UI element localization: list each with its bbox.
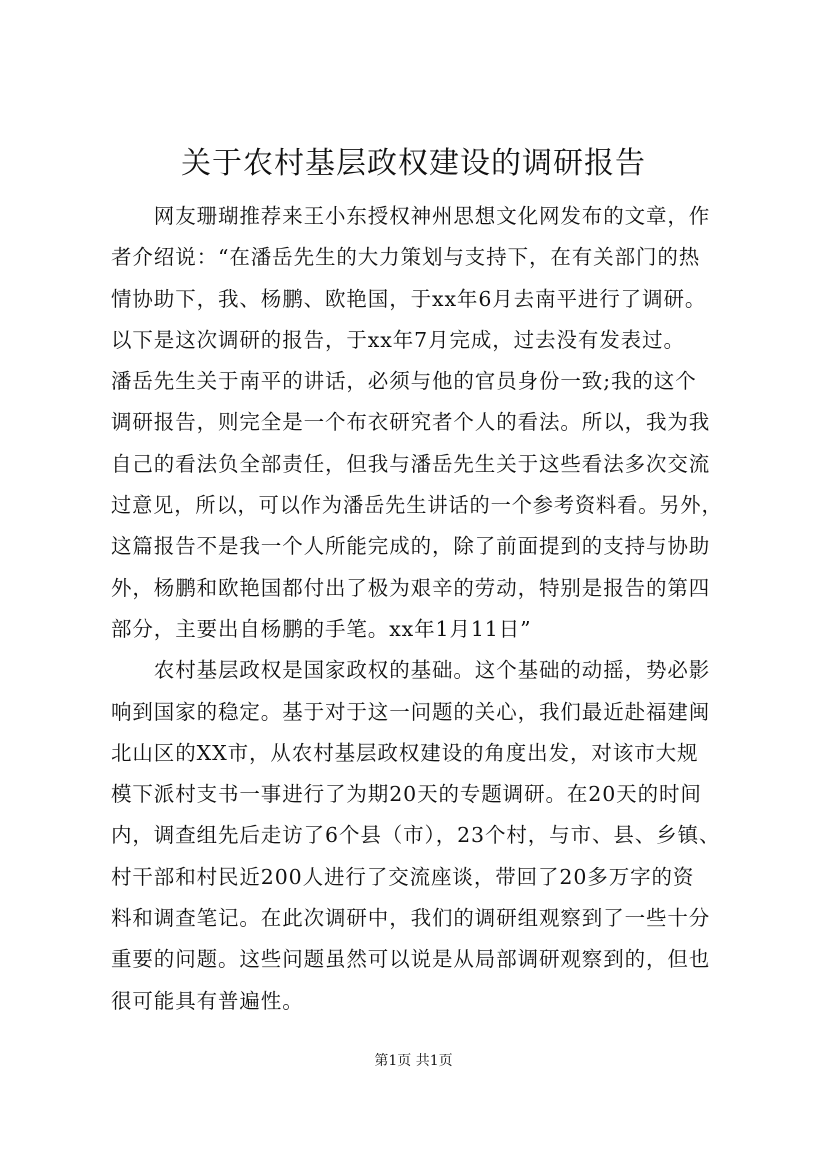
text-line: 部分，主要出自杨鹏的手笔。xx年1月11日” — [111, 616, 532, 641]
text-line: 内，调查组先后走访了6个县（市），23个村，与市、县、乡镇、 — [111, 823, 721, 848]
text-line: 很可能具有普遍性。 — [111, 988, 304, 1013]
text-line: 农村基层政权是国家政权的基础。这个基础的动摇，势必影 — [111, 658, 711, 683]
text-line: 模下派村支书一事进行了为期20天的专题调研。在20天的时间 — [111, 782, 702, 807]
document-body — [111, 196, 723, 1022]
paragraph-main — [111, 650, 723, 1022]
text-line: 潘岳先生关于南平的讲话，必须与他的官员身份一致;我的这个 — [111, 369, 697, 394]
text-line: 响到国家的稳定。基于对于这一问题的关心，我们最近赴福建闽 — [111, 699, 711, 724]
text-line: 情协助下，我、杨鹏、欧艳国，于xx年6月去南平进行了调研。 — [111, 286, 707, 311]
text-line: 自己的看法负全部责任，但我与潘岳先生关于这些看法多次交流 — [111, 451, 711, 476]
text-line: 者介绍说：“在潘岳先生的大力策划与支持下，在有关部门的热 — [111, 245, 701, 270]
text-line: 村干部和村民近200人进行了交流座谈，带回了20多万字的资 — [111, 864, 695, 889]
page-footer: 第1页 共1页 — [374, 1053, 453, 1069]
text-line: 这篇报告不是我一个人所能完成的，除了前面提到的支持与协助 — [111, 534, 711, 559]
text-line: 调研报告，则完全是一个布衣研究者个人的看法。所以，我为我 — [111, 410, 711, 435]
paragraph-intro — [111, 196, 723, 650]
text-line: 以下是这次调研的报告，于xx年7月完成，过去没有发表过。 — [111, 327, 685, 352]
text-line: 重要的问题。这些问题虽然可以说是从局部调研观察到的，但也 — [111, 947, 711, 972]
text-line: 料和调查笔记。在此次调研中，我们的调研组观察到了一些十分 — [111, 906, 711, 931]
text-line: 网友珊瑚推荐来王小东授权神州思想文化网发布的文章，作 — [111, 204, 711, 228]
document-title: 关于农村基层政权建设的调研报告 — [181, 146, 646, 181]
text-line: 外，杨鹏和欧艳国都付出了极为艰辛的劳动，特别是报告的第四 — [111, 575, 711, 600]
text-line: 过意见，所以，可以作为潘岳先生讲话的一个参考资料看。另外， — [111, 493, 723, 518]
text-line: 北山区的XX市，从农村基层政权建设的角度出发，对该市大规 — [111, 740, 699, 765]
